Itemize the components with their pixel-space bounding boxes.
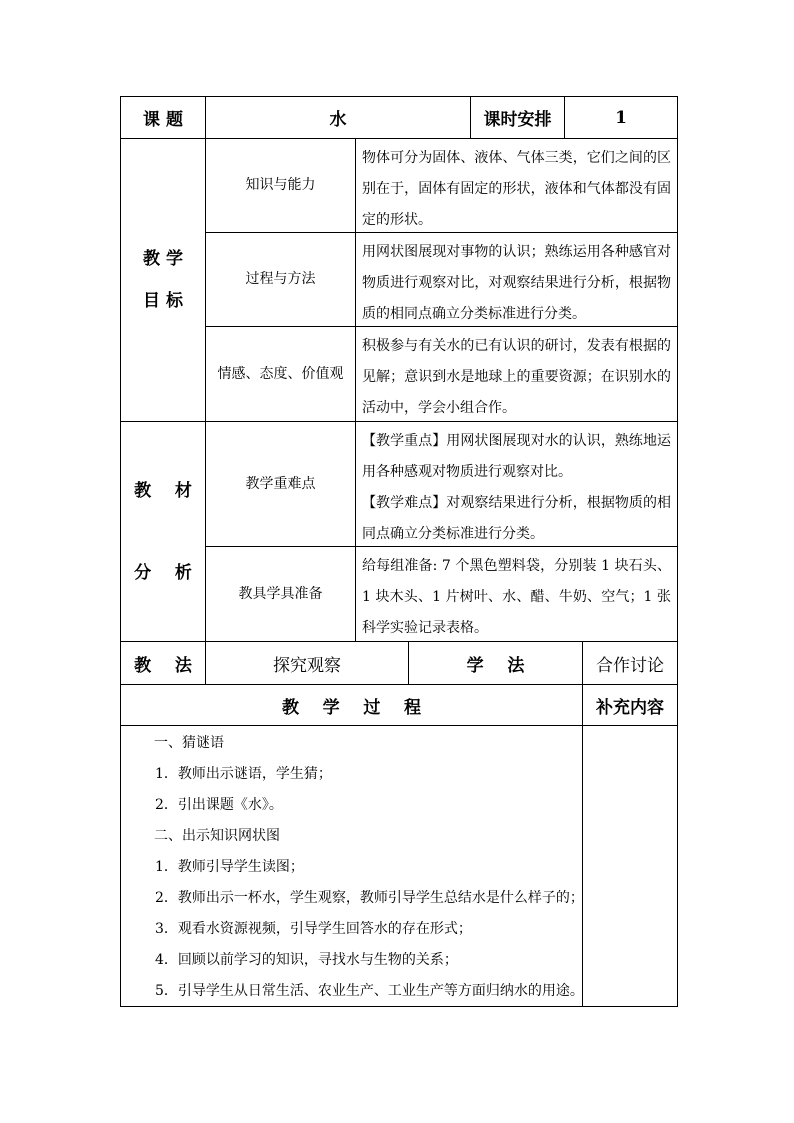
period-label: 课时安排 [483, 110, 552, 130]
process-line: 2．引出课题《水》。 [155, 797, 283, 813]
goals-label-line1: 教 学 [143, 249, 183, 269]
topic-value: 水 [329, 110, 347, 130]
rule [677, 96, 678, 1007]
prep-label: 教具学具准备 [238, 585, 323, 602]
difficulty-text: 对观察结果进行分析，根据物质的相同点确立分类标准进行分类。 [362, 495, 672, 542]
supplement-content [583, 726, 677, 1006]
key-point-tag: 【教学重点】 [362, 433, 447, 449]
learn-method-value: 合作讨论 [596, 655, 664, 676]
goal-label-process: 过程与方法 [245, 271, 316, 287]
teach-method-label: 教 法 [134, 655, 192, 676]
goal-label-knowledge: 知识与能力 [245, 177, 316, 193]
topic-label: 课 题 [143, 110, 183, 130]
goal-label-attitude: 情感、态度、价值观 [217, 365, 344, 382]
materials-label-line2: 分 析 [134, 562, 192, 583]
process-line: 1．教师出示谜语，学生猜； [155, 766, 332, 782]
teach-method-value: 探究观察 [273, 655, 341, 676]
key-point-text: 用网状图展现对水的认识，熟练地运用各种感观对物质进行观察对比。 [362, 433, 672, 480]
period-value: 1 [615, 107, 627, 128]
process-line: 3．观看水资源视频，引导学生回答水的存在形式； [155, 921, 472, 937]
process-line: 1．教师引导学生读图； [155, 859, 304, 875]
materials-section-label [121, 422, 205, 641]
focus-label: 教学重难点 [245, 475, 316, 492]
goals-section-label [121, 139, 205, 421]
process-line: 二、出示知识网状图 [154, 828, 280, 844]
process-line: 4．回顾以前学习的知识，寻找水与生物的关系； [155, 952, 458, 968]
process-line: 5．引导学生从日常生活、农业生产、工业生产等方面归纳水的用途。 [155, 983, 584, 999]
supplement-heading: 补充内容 [596, 697, 664, 718]
process-content [121, 728, 582, 1006]
prep-text: 给每组准备: 7 个黑色塑料袋，分别装 1 块石头、1 块木头、1 片树叶、水、醋、牛奶、空气；1 张科学实验记录表格。 [362, 558, 671, 636]
goals-label-line2: 目 标 [143, 291, 183, 311]
goal-text-attitude: 积极参与有关水的已有认识的研讨，发表有根据的见解；意识到水是地球上的重要资源；在识别水的活动中，学会小组合作。 [362, 338, 671, 416]
process-line: 一、猜谜语 [154, 735, 224, 751]
process-line: 2．教师出示一杯水，学生观察，教师引导学生总结水是什么样子的； [155, 890, 584, 906]
goal-text-knowledge: 物体可分为固体、液体、气体三类，它们之间的区别在于，固体有固定的形状，液体和气体都没有固定的形状。 [362, 150, 671, 228]
focus-text [356, 422, 677, 546]
process-heading: 教 学 过 程 [281, 697, 422, 718]
goal-text-process: 用网状图展现对事物的认识；熟练运用各种感官对物质进行观察对比，对观察结果进行分析，根据物质的相同点确立分类标准进行分类。 [362, 244, 671, 322]
learn-method-label: 学 法 [466, 655, 525, 676]
materials-label-line1: 教 材 [134, 480, 192, 501]
difficulty-tag: 【教学难点】 [362, 495, 447, 511]
